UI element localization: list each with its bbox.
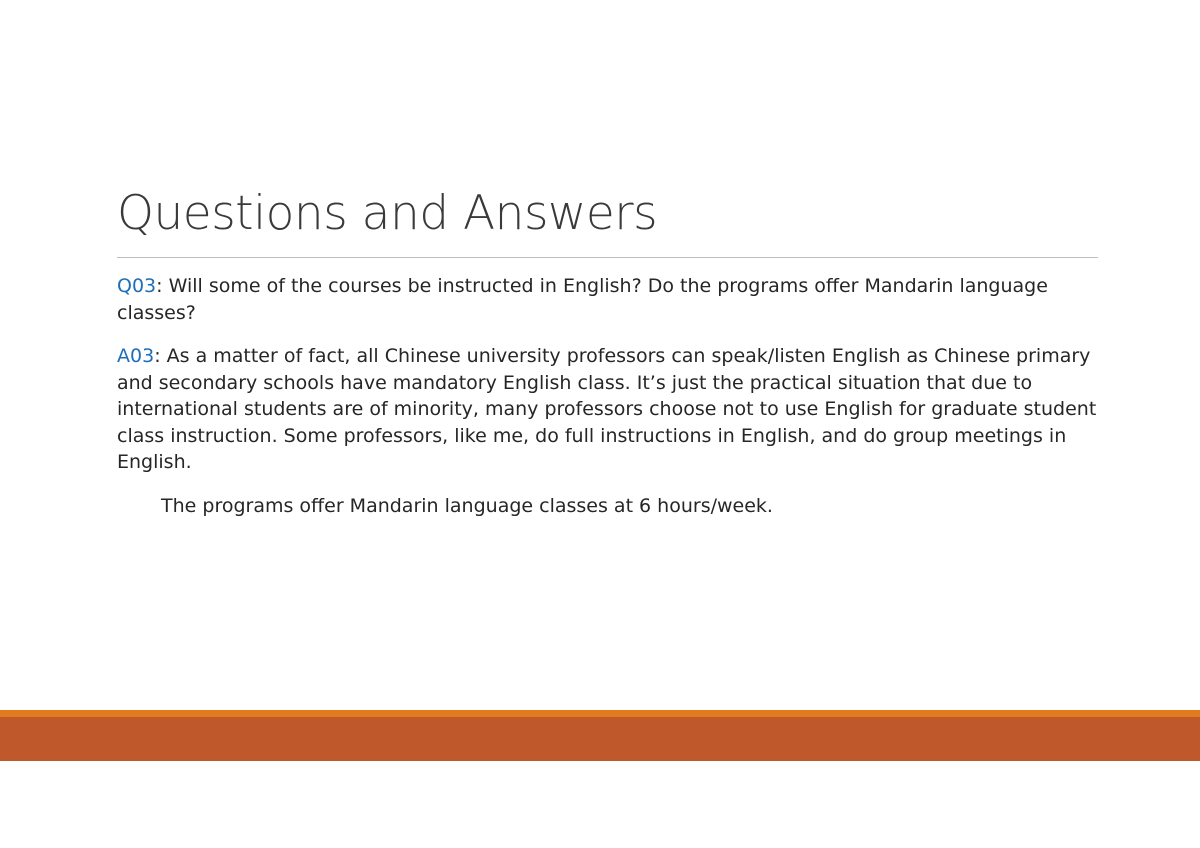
footer-band [0,717,1200,761]
slide-title: Questions and Answers [117,186,658,241]
qa-content [117,273,1102,519]
question-paragraph [117,273,1102,326]
answer-label: A03 [117,345,155,367]
answer-text: : As a matter of fact, all Chinese university professors can speak/listen English as Chinese primary and secondary schools have mandatory English class. It’s just the practical situation that due to international students are of minority, many professors choose not to use English for graduate student class instruction. Some professors, like me, do full instructions in English, and do group meetings in English. [117,345,1097,473]
title-divider [117,257,1098,258]
footer-accent-stripe [0,710,1200,717]
question-text: : Will some of the courses be instructed in English? Do the programs offer Mandarin language classes? [117,275,1048,324]
question-label: Q03 [117,275,157,297]
answer-paragraph [117,343,1102,476]
answer-followup: The programs offer Mandarin language classes at 6 hours/week. [161,494,773,517]
